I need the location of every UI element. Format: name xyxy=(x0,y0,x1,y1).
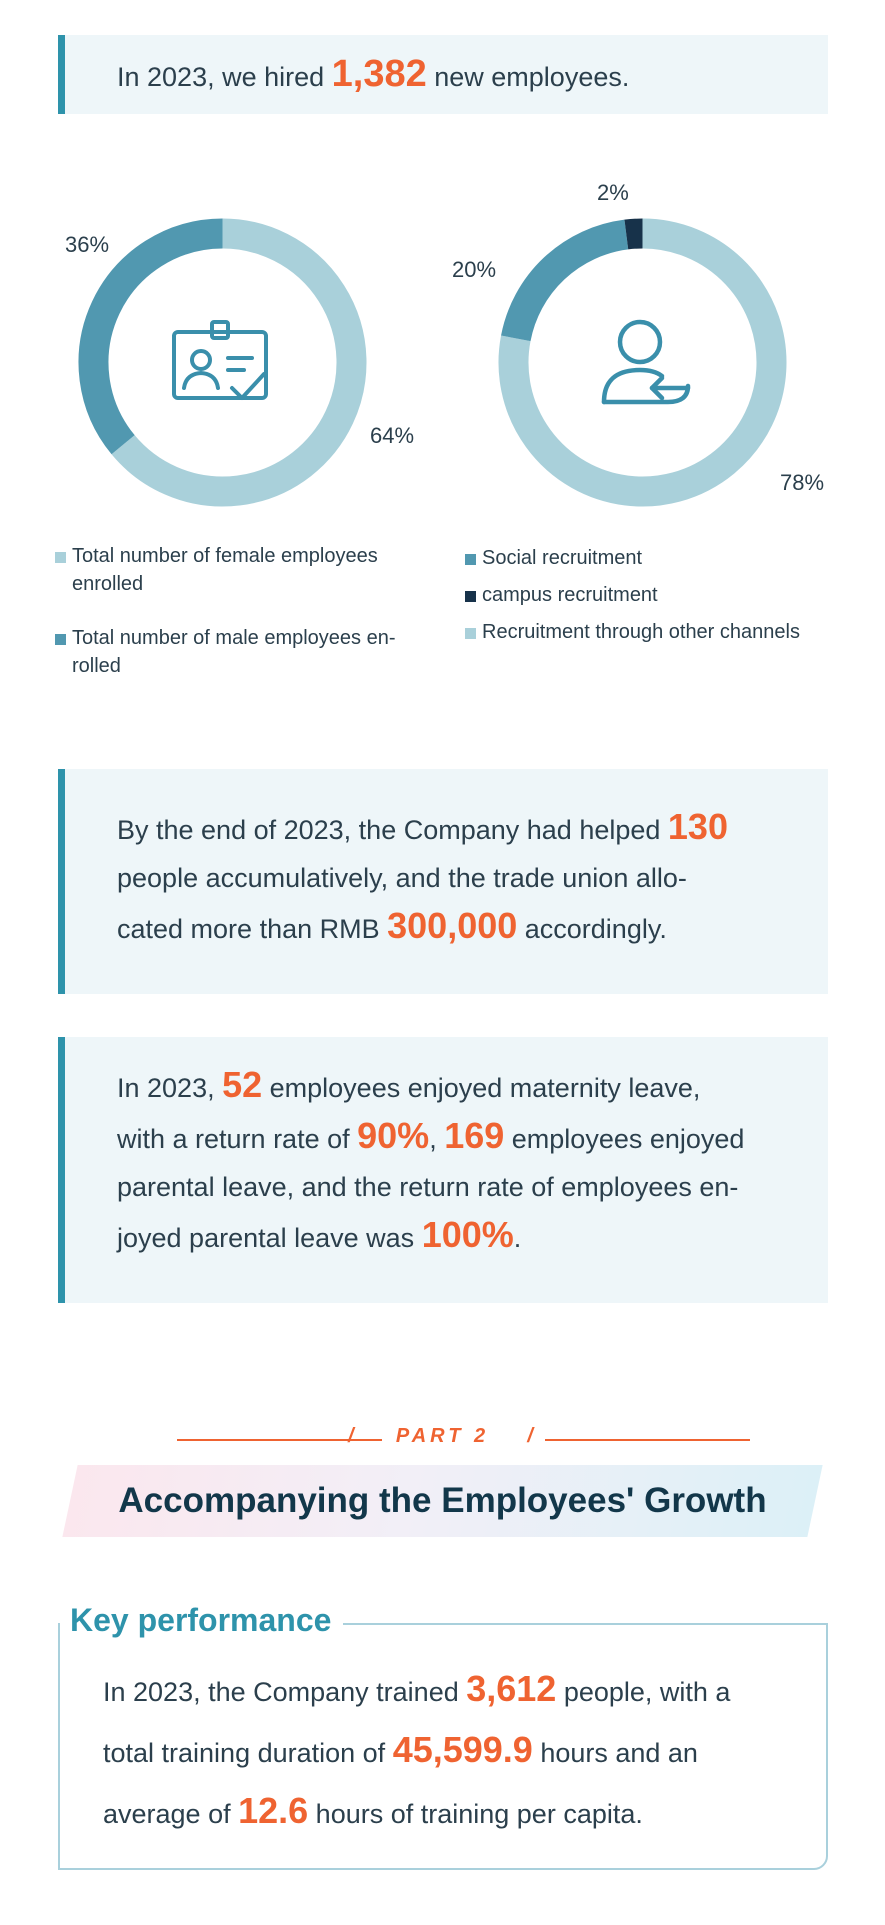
donut1-label-male: 36% xyxy=(65,232,110,257)
maternity-return-rate: 90% xyxy=(357,1115,430,1156)
help-people-count: 130 xyxy=(667,806,728,847)
legend-social: Social recruitment xyxy=(465,544,865,572)
legend-swatch-female xyxy=(55,552,66,563)
help-banner xyxy=(58,769,828,994)
legend-swatch-social xyxy=(465,554,476,565)
parental-return-rate: 100% xyxy=(421,1214,514,1255)
training-per-capita: 12.6 xyxy=(238,1790,309,1831)
user-arrow-icon xyxy=(596,318,696,408)
maternity-count: 52 xyxy=(222,1064,263,1105)
part-label: / PART 2 / xyxy=(348,1425,537,1447)
donut2-label-other: 78% xyxy=(780,470,825,495)
hire-banner xyxy=(58,35,828,114)
legend-female: Total number of female employees enrolled xyxy=(55,542,435,598)
id-badge-check-icon xyxy=(168,318,278,408)
leave-banner xyxy=(58,1037,828,1303)
donut2-label-campus: 2% xyxy=(597,180,629,205)
training-hours: 45,599.9 xyxy=(392,1729,533,1770)
hire-count: 1,382 xyxy=(331,53,427,95)
key-performance-title: Key performance xyxy=(60,1598,343,1642)
legend-campus: campus recruitment xyxy=(465,581,865,609)
key-performance-text: In 2023, the Company trained 3,612 people, with a total training duration of 45,599.9 hours and an average of 12.6 hours of training per capita. xyxy=(103,1668,731,1831)
legend-swatch-campus xyxy=(465,591,476,602)
part-divider xyxy=(0,1425,885,1455)
hire-text: In 2023, we hired 1,382 new employees. xyxy=(117,53,630,95)
donut-slice-1 xyxy=(626,234,642,235)
donut2-label-social: 20% xyxy=(452,257,497,282)
legend-other: Recruitment through other channels xyxy=(465,618,875,646)
section-title: Accompanying the Employees' Growth xyxy=(118,1481,767,1520)
trained-count: 3,612 xyxy=(466,1668,557,1709)
legend-male: Total number of male employees en- rolled xyxy=(55,624,435,680)
legend-swatch-male xyxy=(55,634,66,645)
parental-count: 169 xyxy=(444,1115,505,1156)
legend-swatch-other xyxy=(465,628,476,639)
leave-text: In 2023, 52 employees enjoyed maternity leave, with a return rate of 90%, 169 employees enjoyed parental leave, and the return rate of employees en- joyed parental leave was 100%. xyxy=(117,1064,745,1255)
help-amount: 300,000 xyxy=(387,905,518,946)
donut1-label-female: 64% xyxy=(370,423,415,448)
help-text: By the end of 2023, the Company had helped 130 people accumulatively, and the trade union allo- cated more than RMB 300,000 accordingly. xyxy=(117,806,728,946)
part-line-right xyxy=(545,1439,750,1441)
